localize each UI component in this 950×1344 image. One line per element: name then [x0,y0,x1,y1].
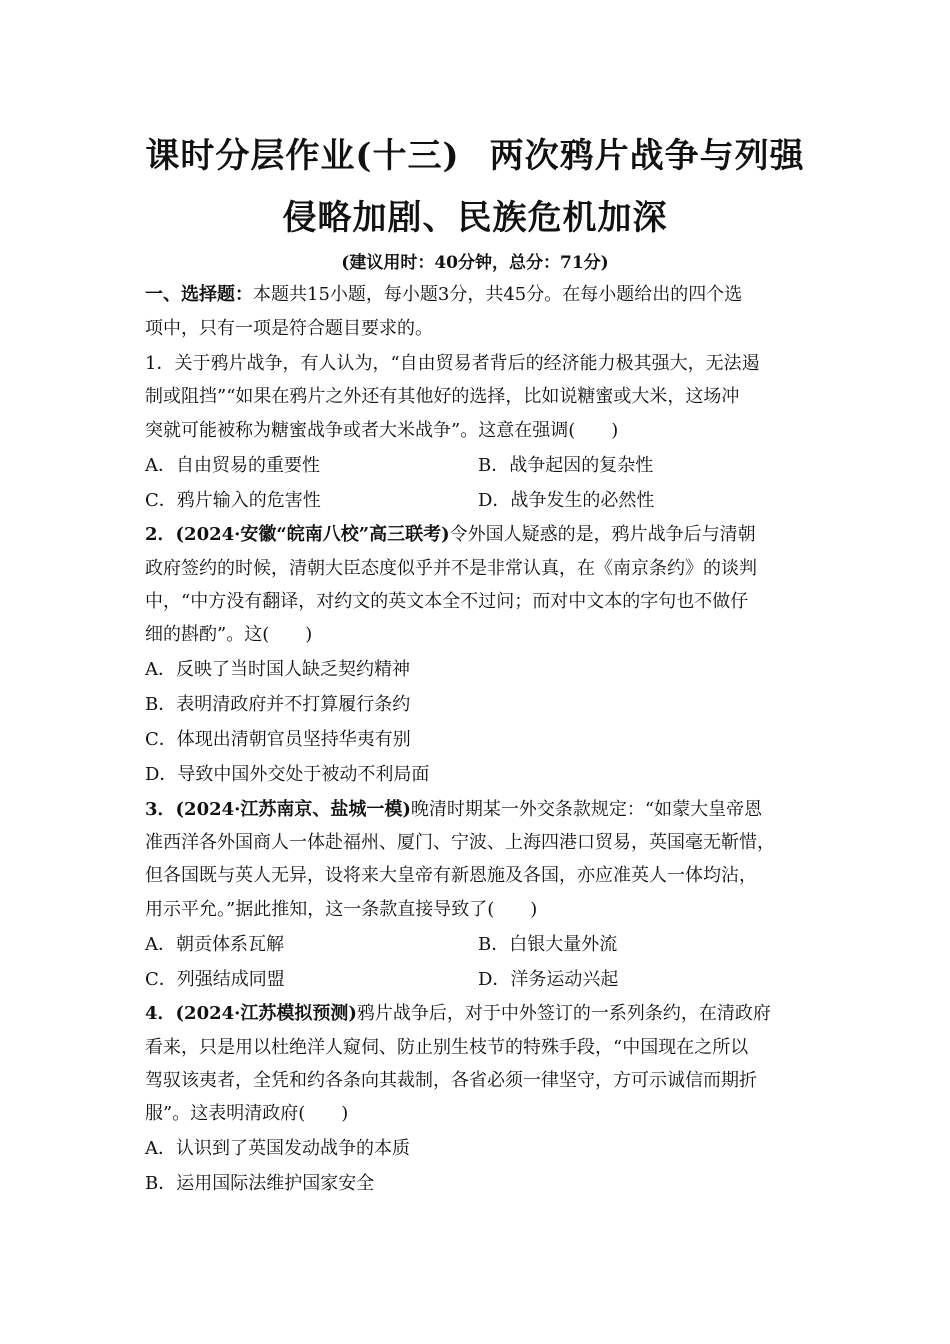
question-2-option-d: D．导致中国外交处于被动不利局面 [145,764,430,785]
question-2-option-b: B．表明清政府并不打算履行条约 [145,694,411,715]
question-4-option-b: B．运用国际法维护国家安全 [145,1173,375,1194]
question-3-option-c: C．列强结成同盟 [145,969,285,990]
question-4-line: 服”。这表明清政府( ) [145,1103,349,1124]
question-2-source: 2．(2024·安徽“皖南八校”高三联考) [145,524,450,545]
question-1-option-a: A．自由贸易的重要性 [145,455,320,476]
section-instructions-cont: 项中，只有一项是符合题目要求的。 [145,318,433,339]
question-4-option-a: A．认识到了英国发动战争的本质 [145,1138,410,1159]
question-4-line: 4．(2024·江苏模拟预测)鸦片战争后，对于中外签订的一系列条约，在清政府 [145,1003,771,1024]
question-3-option-a: A．朝贡体系瓦解 [145,934,284,955]
question-4-source: 4．(2024·江苏模拟预测) [145,1003,357,1024]
page-title-line-1 [0,128,950,177]
section-label: 一、选择题： [145,284,253,305]
question-1-line: 突就可能被称为糖蜜战争或者大米战争”。这意在强调( ) [145,420,619,441]
question-3-line: 准西洋各外国商人一体赴福州、厦门、宁波、上海四港口贸易，英国毫无靳惜， [145,832,775,853]
question-2-line: 2．(2024·安徽“皖南八校”高三联考)令外国人疑惑的是，鸦片战争后与清朝 [145,524,756,545]
question-4-line: 看来，只是用以杜绝洋人窥伺、防止别生枝节的特殊手段，“中国现在之所以 [145,1037,749,1058]
question-2-line: 细的斟酌”。这( ) [145,624,313,645]
question-2-option-c: C．体现出清朝官员坚持华夷有别 [145,729,411,750]
time-and-score-note: (建议用时：40分钟，总分：71分) [341,253,609,273]
question-2-line: 政府签约的时候，清朝大臣态度似乎并不是非常认真，在《南京条约》的谈判 [145,558,757,579]
question-3-source: 3．(2024·江苏南京、盐城一模) [145,799,411,820]
question-1-option-b: B．战争起因的复杂性 [478,455,654,476]
question-3-line: 用示平允。”据此推知，这一条款直接导致了( ) [145,899,538,920]
question-3-option-d: D．洋务运动兴起 [478,969,619,990]
title-series: 课时分层作业(十三) [145,136,460,176]
question-1-option-c: C．鸦片输入的危害性 [145,490,321,511]
question-3-line: 3．(2024·江苏南京、盐城一模)晚清时期某一外交条款规定：“如蒙大皇帝恩 [145,799,763,820]
page-title-line-2: 侵略加剧、民族危机加深 [282,198,668,238]
question-4-line: 驾驭该夷者，全凭和约各条向其裁制，各省必须一律坚守，方可示诚信而期折 [145,1070,757,1091]
section-instructions: 一、选择题：本题共15小题，每小题3分，共45分。在每小题给出的四个选 [145,284,743,305]
question-3-option-b: B．白银大量外流 [478,934,618,955]
question-3-line: 但各国既与英人无异，设将来大皇帝有新恩施及各国，亦应准英人一体均沾， [145,865,757,886]
question-1-line: 制或阻挡”“如果在鸦片之外还有其他好的选择，比如说糖蜜或大米，这场冲 [145,386,740,407]
question-1-option-d: D．战争发生的必然性 [478,490,655,511]
title-topic: 两次鸦片战争与列强 [489,136,805,176]
question-2-line: 中，“中方没有翻译，对约文的英文本全不过问；而对中文本的字句也不做仔 [145,591,749,612]
question-1-line: 1．关于鸦片战争，有人认为，“自由贸易者背后的经济能力极其强大，无法遏 [145,353,760,374]
question-2-option-a: A．反映了当时国人缺乏契约精神 [145,659,410,680]
